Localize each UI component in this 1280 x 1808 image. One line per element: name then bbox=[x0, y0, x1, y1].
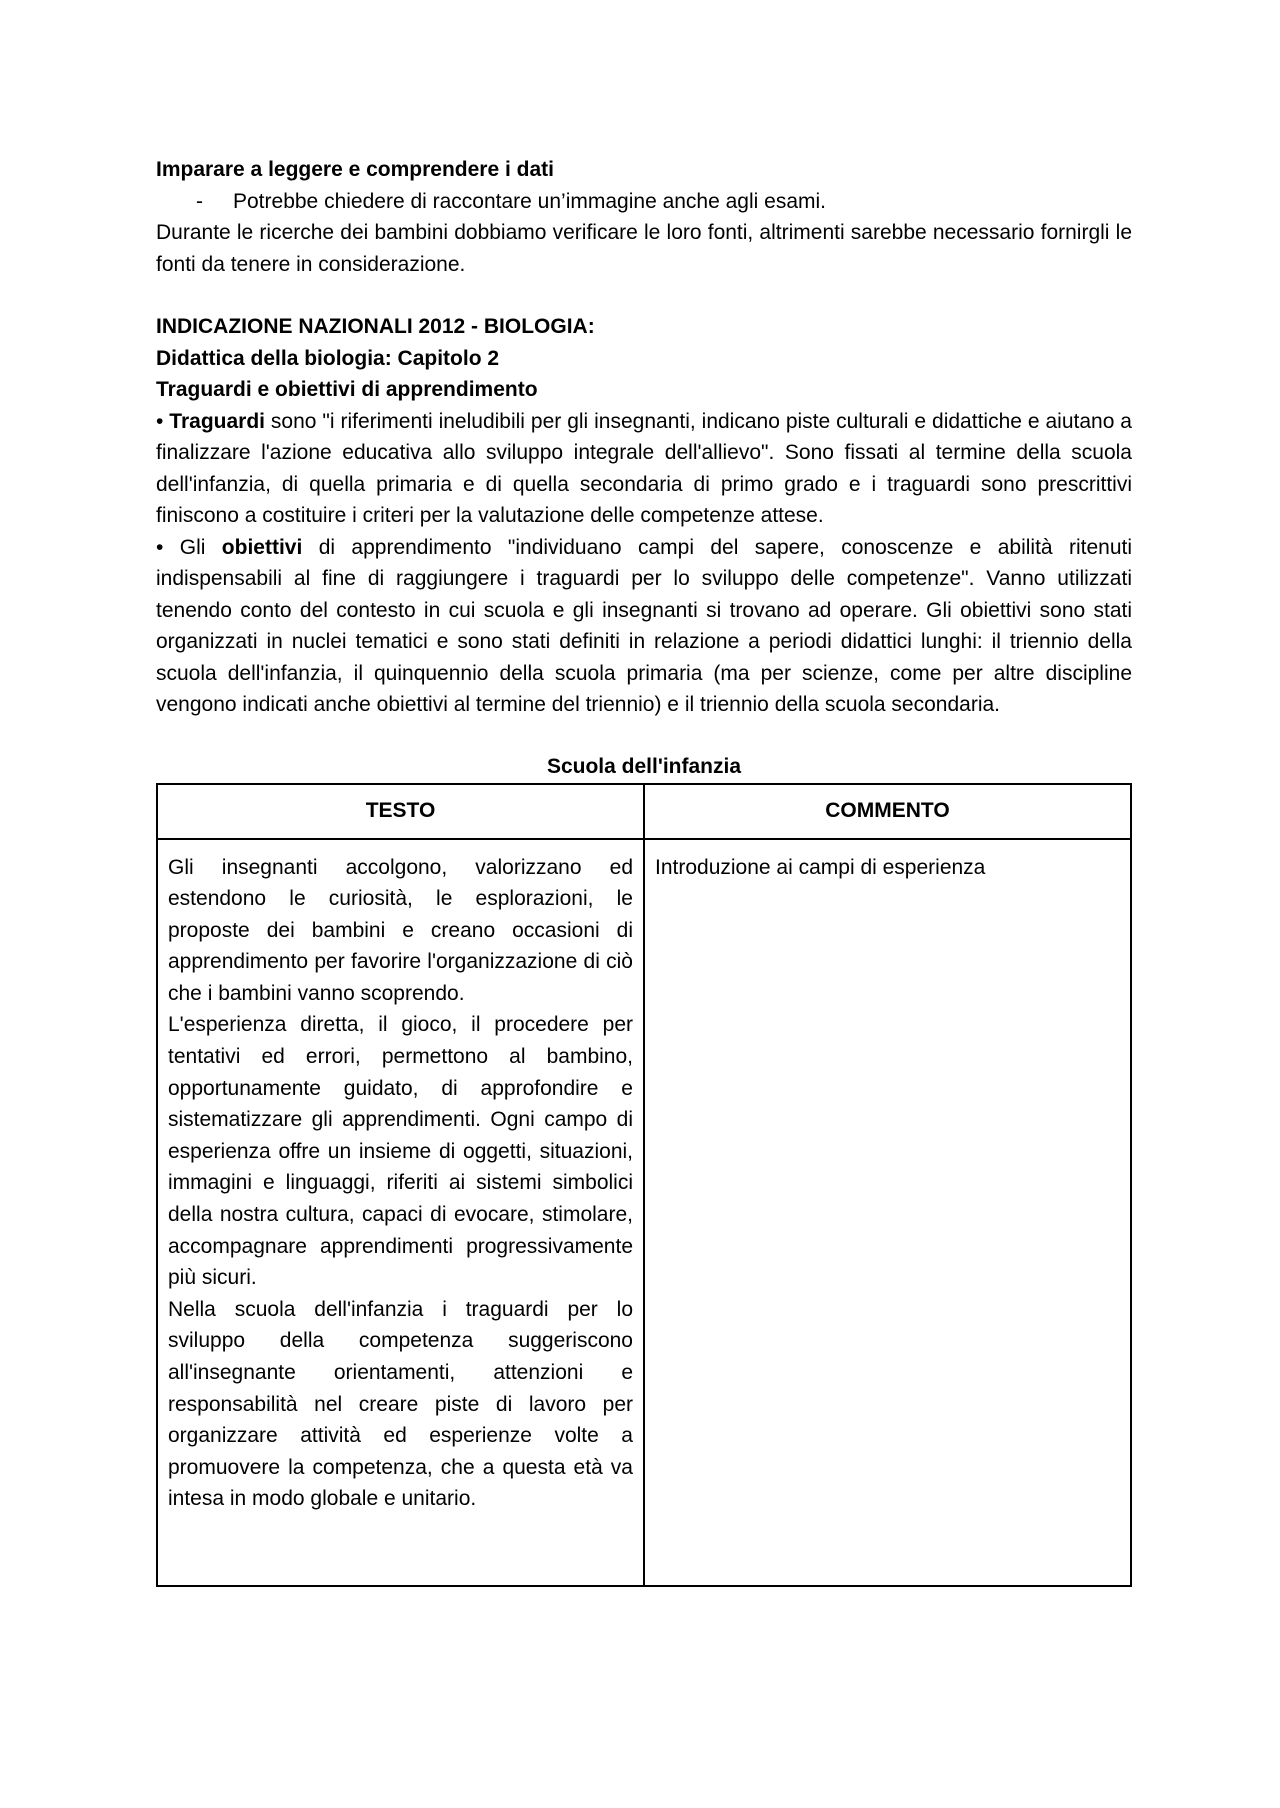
list-item-text: Potrebbe chiedere di raccontare un’immagine anche agli esami. bbox=[233, 189, 827, 213]
obiettivi-paragraph bbox=[156, 532, 1132, 721]
testo-paragraph: Gli insegnanti accolgono, valorizzano ed estendono le curiosità, le esplorazioni, le proposte dei bambini e creano occasioni di apprendimento per favorire l'organizzazione di ciò che i bambini vanno scoprendo. bbox=[168, 855, 633, 1005]
commento-text: Introduzione ai campi di esperienza bbox=[655, 855, 986, 879]
list-item bbox=[156, 186, 1132, 218]
testo-paragraph: Nella scuola dell'infanzia i traguardi per lo sviluppo della competenza suggeriscono all'insegnante orientamenti, attenzioni e responsabilità nel creare piste di lavoro per organizzare attività ed esperienze volte a promuovere la competenza, che a questa età va intesa in modo globale e unitario. bbox=[168, 1297, 633, 1511]
section-heading: Imparare a leggere e comprendere i dati bbox=[156, 158, 554, 181]
table-row bbox=[157, 839, 1131, 1586]
traguardi-text: sono "i riferimenti ineludibili per gli insegnanti, indicano piste culturali e didattiche e aiutano a finalizzare l'azione educativa allo sviluppo integrale dell'allievo". Sono fissati al termine della scuola dell'infanzia, di quella primaria e di quella secondaria di primo grado e i traguardi sono prescrittivi finiscono a costituire i criteri per la valutazione delle competenze attese. bbox=[156, 409, 1132, 527]
bullet-marker: • bbox=[156, 409, 164, 433]
document-page bbox=[156, 154, 1132, 1587]
term-obiettivi: obiettivi bbox=[221, 535, 303, 559]
paragraph: Durante le ricerche dei bambini dobbiamo verificare le loro fonti, altrimenti sarebbe necessario fornirgli le fonti da tenere in considerazione. bbox=[156, 221, 1132, 276]
header-commento: COMMENTO bbox=[644, 784, 1131, 839]
obiettivi-text: di apprendimento "individuano campi del sapere, conoscenze e abilità ritenuti indispensabili al fine di raggiungere i traguardi per lo sviluppo delle competenze". Vanno utilizzati tenendo conto del contesto in cui scuola e gli insegnanti si trovano ad operare. Gli obiettivi sono stati organizzati in nuclei tematici e sono stati definiti in relazione a periodi didattici lunghi: il triennio della scuola dell'infanzia, il quinquennio della scuola primaria (ma per scienze, come per altre discipline vengono indicati anche obiettivi al termine del triennio) e il triennio della scuola secondaria. bbox=[156, 535, 1133, 716]
infanzia-table bbox=[156, 783, 1132, 1587]
commento-cell bbox=[644, 839, 1131, 1586]
obiettivi-prefix: Gli bbox=[163, 535, 222, 559]
table-header-row bbox=[157, 784, 1131, 839]
testo-cell bbox=[157, 839, 644, 1586]
subheading: Traguardi e obiettivi di apprendimento bbox=[156, 378, 538, 401]
term-traguardi: Traguardi bbox=[169, 409, 265, 433]
header-testo: TESTO bbox=[157, 784, 644, 839]
bullet-marker: • bbox=[156, 535, 164, 559]
section-heading: INDICAZIONE NAZIONALI 2012 - BIOLOGIA: bbox=[156, 315, 595, 338]
traguardi-paragraph bbox=[156, 406, 1132, 532]
dash-marker: - bbox=[196, 189, 203, 213]
table-title: Scuola dell'infanzia bbox=[546, 754, 742, 778]
subheading: Didattica della biologia: Capitolo 2 bbox=[156, 346, 500, 370]
testo-paragraph: L'esperienza diretta, il gioco, il procedere per tentativi ed errori, permettono al bambino, opportunamente guidato, di approfondire e sistematizzare gli apprendimenti. Ogni campo di esperienza offre un insieme di oggetti, situazioni, immagini e linguaggi, riferiti ai sistemi simbolici della nostra cultura, capaci di evocare, stimolare, accompagnare apprendimenti progressivamente più sicuri. bbox=[168, 1013, 633, 1290]
